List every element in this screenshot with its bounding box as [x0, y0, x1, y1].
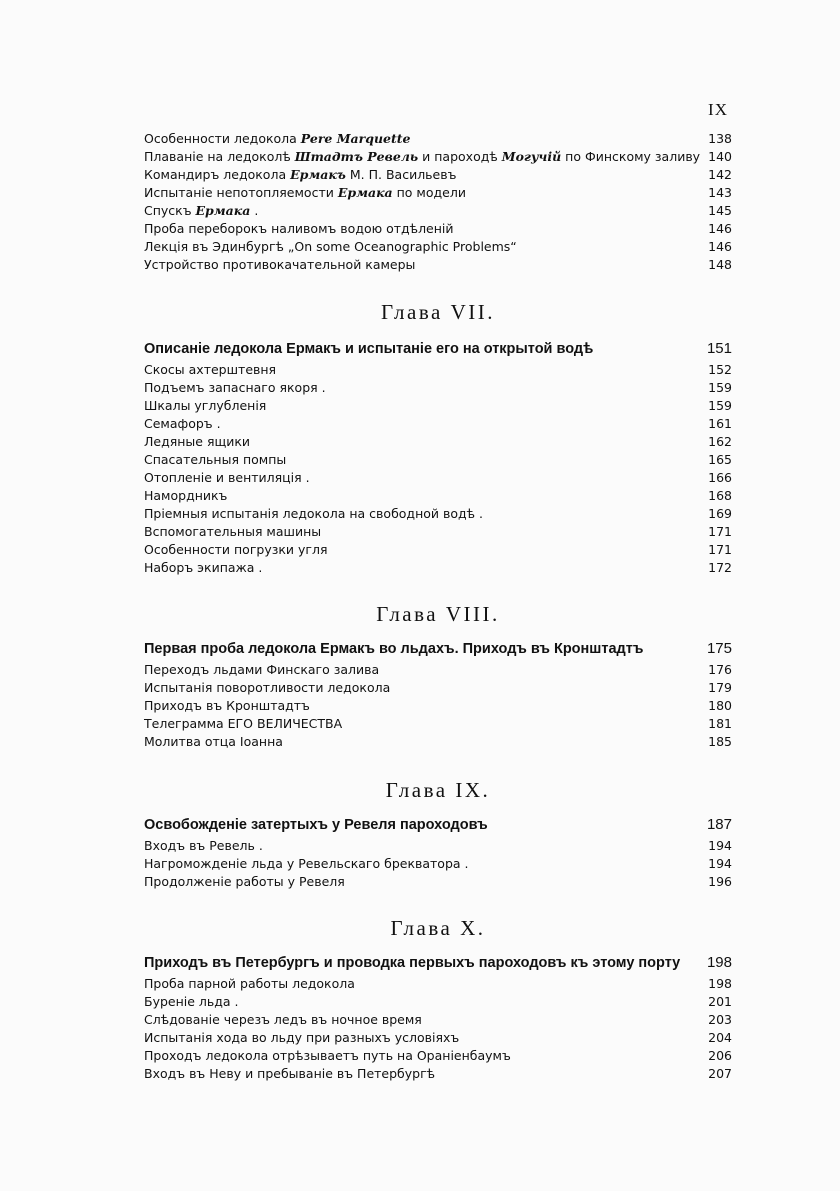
chapter-heading: Глава VII. [381, 300, 495, 324]
toc-top-section [144, 131, 732, 275]
chapter-heading: Глава VIII. [376, 602, 500, 626]
toc-entry: Спускъ Ермака . 145 [144, 203, 732, 218]
toc-entry: Намордникъ 168 [144, 488, 732, 503]
toc-entry: Слѣдованiе черезъ ледъ въ ночное время 203 [144, 1012, 732, 1027]
toc-entry: Проба переборокъ наливомъ водою отдѣленiй 146 [144, 221, 732, 236]
toc-page-number: 138 [708, 131, 732, 146]
chapter-heading: Глава IX. [385, 778, 491, 802]
chapter-section [144, 602, 732, 752]
toc-entry: Испытанiя поворотливости ледокола 179 [144, 680, 732, 695]
toc-entry: Ледяные ящики 162 [144, 434, 732, 449]
toc-entry: Скосы ахтерштевня 152 [144, 362, 732, 377]
toc-entry: Продолженiе работы у Ревеля 196 [144, 874, 732, 889]
toc-entry: Наборъ экипажа . 172 [144, 560, 732, 575]
toc-entry: Входъ въ Неву и пребыванiе въ Петербургѣ 207 [144, 1066, 732, 1081]
toc-entry: Молитва отца Iоанна 185 [144, 734, 732, 749]
toc-entry: Шкалы углубленiя 159 [144, 398, 732, 413]
chapter-title: Описанiе ледокола Ермакъ и испытанiе его на открытой водѣ 151 [144, 340, 732, 357]
toc-page-number: 140 [708, 149, 732, 164]
chapter-title: Приходъ въ Петербургъ и проводка первыхъ пароходовъ къ этому порту 198 [144, 954, 732, 971]
toc-entry: Входъ въ Ревель . 194 [144, 838, 732, 853]
toc-entry: Прiемныя испытанiя ледокола на свободной водѣ . 169 [144, 506, 732, 521]
toc-entry: Командиръ ледокола Ермакъ М. П. Васильевъ 142 [144, 167, 732, 182]
toc-entry: Лекцiя въ Эдинбургѣ „On some Oceanographic Problems“ 146 [144, 239, 732, 254]
toc-entry: Особенности ледокола Pere Marquette 138 [144, 131, 732, 146]
toc-entry: Приходъ въ Кронштадтъ 180 [144, 698, 732, 713]
toc-page-number: 143 [708, 185, 732, 200]
toc-entry: Проба парной работы ледокола 198 [144, 976, 732, 991]
chapter-title: Освобожденiе затертыхъ у Ревеля пароходовъ 187 [144, 816, 732, 833]
chapter-heading: Глава X. [390, 916, 486, 940]
toc-entry: Семафоръ . 161 [144, 416, 732, 431]
toc-entry: Нагроможденiе льда у Ревельскаго брекватора . 194 [144, 856, 732, 871]
chapter-section [144, 300, 732, 578]
toc-page-number: 142 [708, 167, 732, 182]
toc-entry: Переходъ льдами Финскаго залива 176 [144, 662, 732, 677]
toc-entry: Проходъ ледокола отрѣзываетъ путь на Оранiенбаумъ 206 [144, 1048, 732, 1063]
toc-page-number: 145 [708, 203, 732, 218]
toc-entry: Устройство противокачательной камеры 148 [144, 257, 732, 272]
toc-entry: Вспомогательныя машины 171 [144, 524, 732, 539]
toc-entry: Буренiе льда . 201 [144, 994, 732, 1009]
chapter-title: Первая проба ледокола Ермакъ во льдахъ. Приходъ въ Кронштадтъ 175 [144, 640, 732, 657]
toc-entry: Особенности погрузки угля 171 [144, 542, 732, 557]
toc-entry: Испытанiе непотопляемости Ермака по модели 143 [144, 185, 732, 200]
toc-page-number: 146 [708, 221, 732, 236]
toc-page-number: 146 [708, 239, 732, 254]
chapter-section [144, 778, 732, 892]
toc-entry: Плаванiе на ледоколѣ Штадтъ Ревель и пароходѣ Могучiй по Финскому заливу 140 [144, 149, 732, 164]
toc-entry: Телеграмма ЕГО ВЕЛИЧЕСТВА 181 [144, 716, 732, 731]
chapter-section [144, 916, 732, 1084]
toc-entry: Спасательныя помпы 165 [144, 452, 732, 467]
page-number: IX [708, 100, 728, 119]
toc-entry: Отопленiе и вентиляцiя . 166 [144, 470, 732, 485]
toc-page-number: 148 [708, 257, 732, 272]
toc-entry: Испытанiя хода во льду при разныхъ условiяхъ 204 [144, 1030, 732, 1045]
toc-entry: Подъемъ запаснаго якоря . 159 [144, 380, 732, 395]
